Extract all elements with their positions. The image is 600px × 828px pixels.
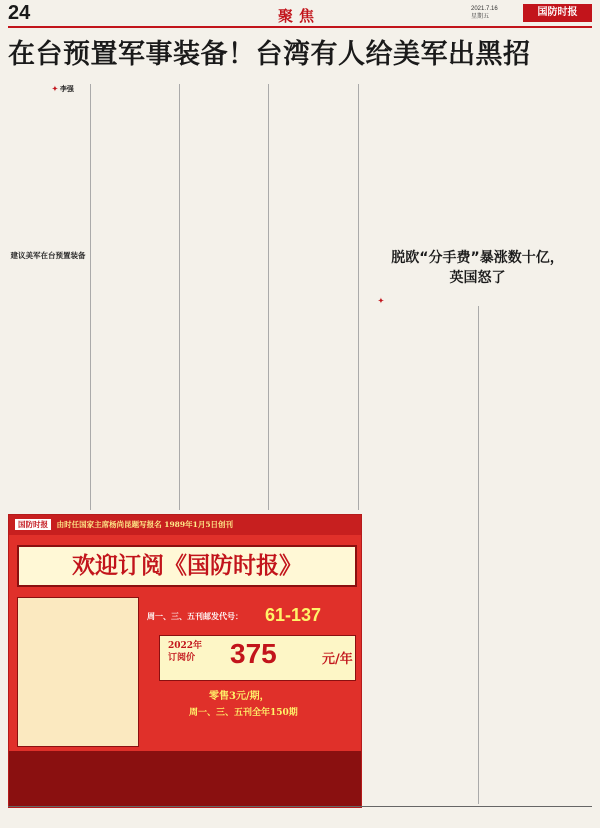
ad-top-banner <box>9 515 361 535</box>
issue-date <box>471 5 498 21</box>
weekday-text: 星期五 <box>471 14 490 20</box>
ad-year-label-1: 2022年 <box>168 641 203 651</box>
article1-col4b <box>272 398 356 509</box>
article1-byline: ✦ 李强 <box>52 84 74 94</box>
ad-newspaper-image <box>17 597 139 747</box>
ad-postal-code: 61-137 <box>265 605 322 625</box>
article2-col1 <box>362 306 475 804</box>
ad-price: 375 <box>230 638 277 669</box>
column-divider <box>268 84 269 510</box>
page-number: 24 <box>8 2 31 24</box>
column-divider <box>358 84 359 510</box>
ad-retail-price: 零售3元/期， <box>209 691 270 702</box>
page-header <box>8 4 592 28</box>
section-title: 聚焦 <box>278 7 321 25</box>
article1-col3a <box>183 84 265 242</box>
column-divider <box>179 84 180 510</box>
date-text: 2021.7.16 <box>471 6 498 12</box>
ad-schedule: 周一、三、五刊全年150期 <box>189 708 298 718</box>
ad-year-label <box>168 640 202 664</box>
column-divider <box>90 84 91 510</box>
ad-price-unit: 元/年 <box>322 652 353 667</box>
ad-bottom-band <box>9 751 361 807</box>
article1-col1 <box>8 96 87 248</box>
article1-col1b <box>8 264 87 509</box>
page-footer <box>8 806 592 828</box>
article2-col2 <box>481 306 592 804</box>
article2-headline <box>360 248 595 288</box>
article1-col4 <box>272 84 356 380</box>
subscription-ad <box>8 514 362 808</box>
ad-code-label: 周一、三、五刊邮发代号： <box>147 611 243 621</box>
article1-col3b <box>183 264 265 509</box>
masthead-logo: 国防时报 <box>523 4 592 22</box>
ad-logo: 国防时报 <box>15 519 51 530</box>
ad-price-box <box>159 635 356 681</box>
main-headline: 在台预置军事装备！台湾有人给美军出黑招 <box>8 39 531 70</box>
article1-subhead-1: 建议美军在台预置装备 <box>10 251 86 260</box>
ad-welcome-title: 欢迎订阅《国防时报》 <box>17 545 357 587</box>
article1-continued <box>362 84 590 220</box>
ad-top-text: 由时任国家主席杨尚昆题写报名 1989年1月5日创刊 <box>56 520 234 529</box>
article2-headline-line2: 英国怒了 <box>449 270 506 286</box>
article1-col2 <box>94 84 176 509</box>
column-divider <box>478 306 479 804</box>
ad-year-label-2: 订阅价 <box>168 653 196 663</box>
article2-byline <box>378 296 386 305</box>
article2-headline-line1: 脱欧“分手费”暴涨数十亿， <box>391 250 564 266</box>
